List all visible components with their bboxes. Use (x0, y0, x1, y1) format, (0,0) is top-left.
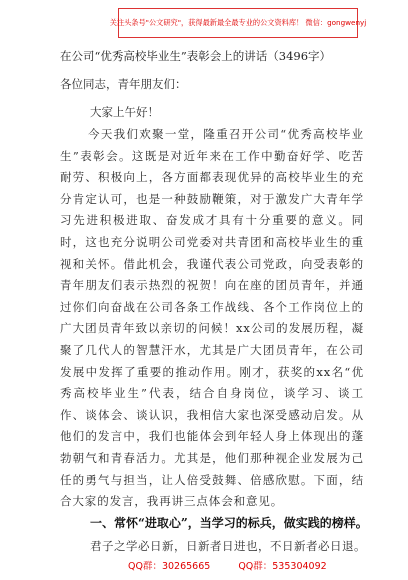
body-paragraph: 今天我们欢聚一堂，隆重召开公司“优秀高校毕业生”表彰会。这既是对近年来在工作中勤奋好学、吃苦耐劳、积极向上，各方面都表现优异的高校毕业生的充分肯定认可，也是一种鼓励鞭策，对于激发广大青年学习先进积极进取、奋发成才具有十分重要的意义。同时，这也充分说明公司党委对共青团和高校毕业生的重视和关怀。借此机会，我谨代表公司党政，向受表彰的青年朋友们表示热烈的祝贺！向在座的团员青年，并通过你们向奋战在公司各条工作战线、各个工作岗位上的广大团员青年致以亲切的问候！xx公司的发展历程，凝聚了几代人的智慧汗水，尤其是广大团员青年，在公司发展中发挥了重要的推动作用。刚才，获奖的xx名“优秀高校毕业生”代表，结合自身岗位，谈学习、谈工作、谈体会、谈认识，我相信大家也深受感动启发。从他们的发言中，我们也能体会到年轻人身上体现出的蓬勃朝气和青春活力。尤其是，他们那种视企业发展为己任的勇气与担当，让人倍受鼓舞、倍感欣慰。下面，结合大家的发言，我再讲三点体会和意见。 (60, 127, 364, 509)
document-title: 在公司“优秀高校毕业生”表彰会上的讲话（3496字） (60, 49, 332, 63)
greeting-line: 各位同志，青年朋友们： (60, 77, 187, 91)
section-heading: 一、常怀“进取心”，当学习的标兵，做实践的榜样。 (90, 516, 368, 530)
quote-line: 君子之学必日新，日新者日进也，不日新者必日退。 (90, 539, 366, 553)
salute-line: 大家上午好！ (90, 105, 159, 119)
promo-banner (109, 8, 367, 38)
footer-contacts (128, 558, 327, 572)
footer-qq-group-2: QQ群：535304092 (238, 561, 327, 572)
promo-banner-text: 关注头条号"公文研究"，获得最新最全最专业的公文资料库！ 微信：gongwenyj (109, 18, 367, 27)
footer-qq-group-1: QQ群：30265665 (128, 561, 211, 572)
